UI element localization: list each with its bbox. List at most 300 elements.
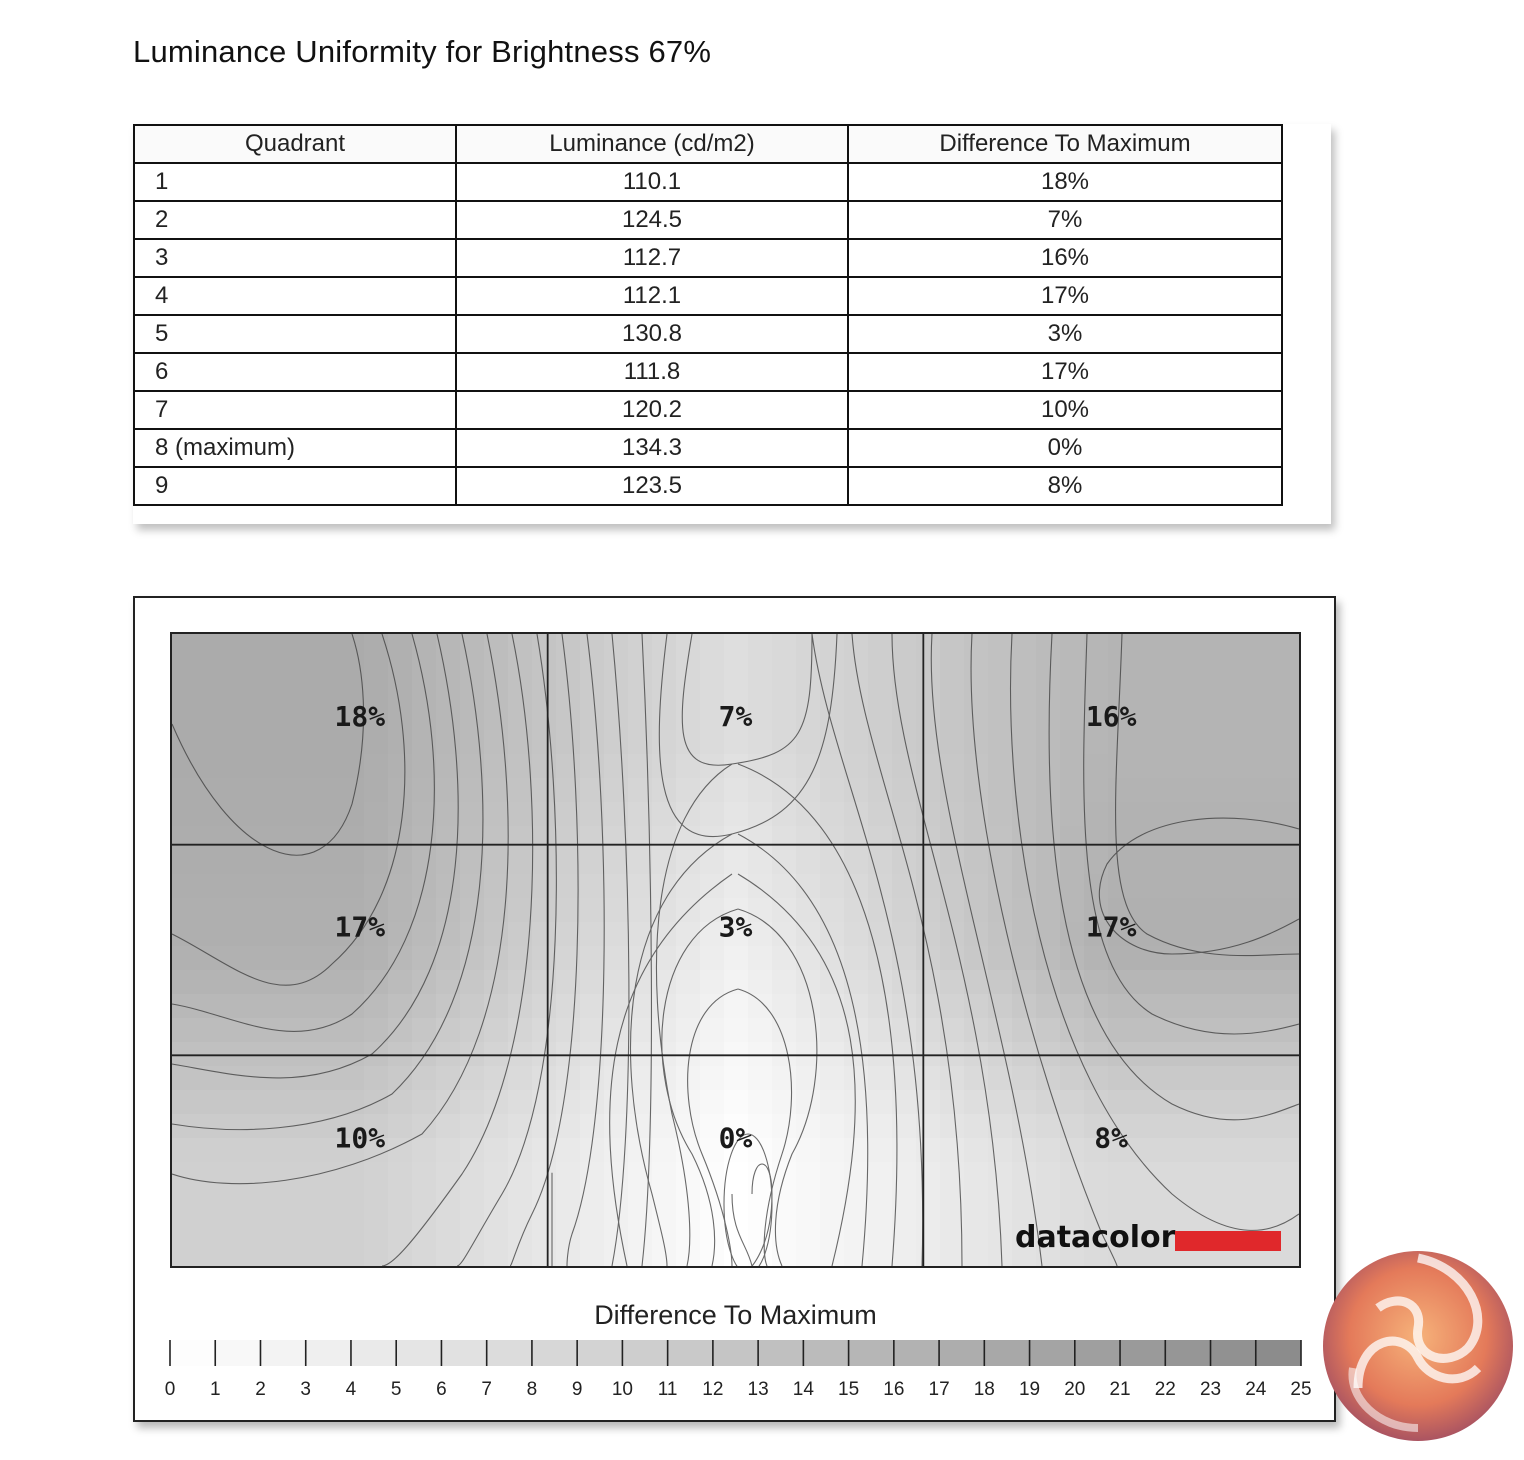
heatmap-pixel bbox=[1204, 658, 1229, 683]
heatmap-pixel bbox=[772, 850, 797, 875]
heatmap-pixel bbox=[220, 778, 245, 803]
heatmap-pixel bbox=[1036, 778, 1061, 803]
heatmap-pixel bbox=[1132, 1138, 1157, 1163]
heatmap-pixel bbox=[1252, 1162, 1277, 1187]
site-logo-icon bbox=[1318, 1238, 1518, 1448]
heatmap-pixel bbox=[820, 850, 845, 875]
heatmap-pixel bbox=[436, 802, 461, 827]
heatmap-pixel bbox=[1276, 970, 1299, 995]
heatmap-pixel bbox=[436, 1138, 461, 1163]
heatmap-pixel bbox=[412, 1090, 437, 1115]
heatmap-pixel bbox=[1180, 634, 1205, 659]
heatmap-pixel bbox=[220, 1186, 245, 1211]
heatmap-pixel bbox=[1012, 754, 1037, 779]
heatmap-pixel bbox=[388, 730, 413, 755]
heatmap-pixel bbox=[628, 1258, 653, 1266]
heatmap-pixel bbox=[916, 658, 941, 683]
heatmap-pixel bbox=[820, 874, 845, 899]
heatmap-pixel bbox=[676, 730, 701, 755]
heatmap-pixel bbox=[940, 754, 965, 779]
heatmap-pixel bbox=[172, 1138, 197, 1163]
heatmap-pixel bbox=[988, 946, 1013, 971]
quadrant-cell: 2 bbox=[134, 201, 456, 239]
heatmap-pixel bbox=[1060, 1138, 1085, 1163]
heatmap-cell-label: 10% bbox=[334, 1121, 386, 1155]
heatmap-pixel bbox=[412, 850, 437, 875]
heatmap-pixel bbox=[892, 730, 917, 755]
heatmap-pixel bbox=[244, 922, 269, 947]
heatmap-pixel bbox=[1276, 1162, 1299, 1187]
heatmap-pixel bbox=[988, 1162, 1013, 1187]
heatmap-pixel bbox=[772, 682, 797, 707]
luminance-table bbox=[133, 124, 1283, 506]
heatmap-pixel bbox=[292, 730, 317, 755]
heatmap-pixel bbox=[1156, 1066, 1181, 1091]
heatmap-pixel bbox=[1060, 1066, 1085, 1091]
heatmap-pixel bbox=[1060, 994, 1085, 1019]
heatmap-pixel bbox=[1036, 634, 1061, 659]
colorbar-tick-label: 6 bbox=[436, 1379, 447, 1400]
heatmap-pixel bbox=[772, 994, 797, 1019]
heatmap-pixel bbox=[220, 946, 245, 971]
heatmap-pixel bbox=[1228, 1186, 1253, 1211]
heatmap-pixel bbox=[820, 898, 845, 923]
heatmap-pixel bbox=[820, 778, 845, 803]
heatmap-pixel bbox=[436, 706, 461, 731]
heatmap-pixel bbox=[676, 754, 701, 779]
heatmap-pixel bbox=[604, 922, 629, 947]
heatmap-pixel bbox=[1252, 1258, 1277, 1266]
heatmap-pixel bbox=[628, 730, 653, 755]
heatmap-pixel bbox=[484, 970, 509, 995]
heatmap-pixel bbox=[628, 970, 653, 995]
heatmap-pixel bbox=[892, 970, 917, 995]
heatmap-pixel bbox=[484, 730, 509, 755]
heatmap-pixel bbox=[604, 946, 629, 971]
heatmap-pixel bbox=[1060, 970, 1085, 995]
heatmap-pixel bbox=[844, 1258, 869, 1266]
heatmap-pixel bbox=[1012, 706, 1037, 731]
heatmap-pixel bbox=[1132, 874, 1157, 899]
heatmap-pixel bbox=[268, 1162, 293, 1187]
heatmap-pixel bbox=[1156, 874, 1181, 899]
heatmap-pixel bbox=[1204, 730, 1229, 755]
heatmap-pixel bbox=[1228, 1090, 1253, 1115]
heatmap-pixel bbox=[196, 1114, 221, 1139]
heatmap-cell-label: 0% bbox=[718, 1121, 753, 1155]
heatmap-pixel bbox=[484, 1210, 509, 1235]
quadrant-cell: 6 bbox=[134, 353, 456, 391]
heatmap-pixel bbox=[1084, 826, 1109, 851]
heatmap-pixel bbox=[892, 1138, 917, 1163]
heatmap-pixel bbox=[196, 1066, 221, 1091]
heatmap-pixel bbox=[508, 1018, 533, 1043]
heatmap-pixel bbox=[1180, 1162, 1205, 1187]
heatmap-pixel bbox=[1228, 682, 1253, 707]
heatmap-pixel bbox=[724, 802, 749, 827]
heatmap-pixel bbox=[460, 1138, 485, 1163]
heatmap-pixel bbox=[412, 1066, 437, 1091]
heatmap-pixel bbox=[556, 1018, 581, 1043]
heatmap-pixel bbox=[196, 826, 221, 851]
table-row bbox=[134, 315, 1282, 353]
heatmap-pixel bbox=[748, 634, 773, 659]
heatmap-pixel bbox=[1204, 1114, 1229, 1139]
heatmap-pixel bbox=[172, 634, 197, 659]
heatmap-pixel bbox=[196, 898, 221, 923]
heatmap-pixel bbox=[172, 1090, 197, 1115]
heatmap-pixel bbox=[748, 946, 773, 971]
heatmap-pixel bbox=[1228, 754, 1253, 779]
heatmap-pixel bbox=[604, 1018, 629, 1043]
quadrant-cell: 8 (maximum) bbox=[134, 429, 456, 467]
heatmap-pixel bbox=[244, 898, 269, 923]
heatmap-pixel bbox=[1204, 706, 1229, 731]
heatmap-pixel bbox=[700, 634, 725, 659]
heatmap-pixel bbox=[1252, 1066, 1277, 1091]
heatmap-pixel bbox=[676, 658, 701, 683]
heatmap-pixel bbox=[988, 778, 1013, 803]
heatmap-pixel bbox=[292, 1138, 317, 1163]
heatmap-pixel bbox=[532, 826, 557, 851]
heatmap-pixel bbox=[796, 1114, 821, 1139]
heatmap-pixel bbox=[844, 1114, 869, 1139]
colorbar-swatch bbox=[577, 1340, 622, 1366]
heatmap-pixel bbox=[388, 850, 413, 875]
heatmap-pixel bbox=[1132, 754, 1157, 779]
heatmap-pixel bbox=[436, 1258, 461, 1266]
heatmap-pixel bbox=[1036, 802, 1061, 827]
heatmap-pixel bbox=[1180, 922, 1205, 947]
heatmap-pixel bbox=[364, 778, 389, 803]
heatmap-pixel bbox=[340, 1066, 365, 1091]
heatmap-pixel bbox=[1180, 754, 1205, 779]
heatmap-pixel bbox=[196, 682, 221, 707]
heatmap-pixel bbox=[484, 1258, 509, 1266]
heatmap-pixel bbox=[1108, 730, 1133, 755]
heatmap-pixel bbox=[460, 1210, 485, 1235]
heatmap-pixel bbox=[868, 1186, 893, 1211]
heatmap-pixel bbox=[340, 1234, 365, 1259]
heatmap-pixel bbox=[220, 730, 245, 755]
heatmap-pixel bbox=[748, 994, 773, 1019]
heatmap-pixel bbox=[292, 634, 317, 659]
heatmap-pixel bbox=[1132, 994, 1157, 1019]
heatmap-pixel bbox=[316, 1210, 341, 1235]
heatmap-pixel bbox=[604, 778, 629, 803]
heatmap-pixel bbox=[604, 1210, 629, 1235]
heatmap-pixel bbox=[772, 1138, 797, 1163]
heatmap-pixel bbox=[364, 946, 389, 971]
heatmap-pixel bbox=[700, 802, 725, 827]
heatmap-pixel bbox=[844, 826, 869, 851]
heatmap-pixel bbox=[844, 994, 869, 1019]
heatmap-pixel bbox=[268, 898, 293, 923]
heatmap-pixel bbox=[604, 634, 629, 659]
heatmap-pixel bbox=[868, 898, 893, 923]
heatmap-pixel bbox=[196, 1090, 221, 1115]
heatmap-pixel bbox=[220, 1210, 245, 1235]
heatmap-pixel bbox=[1108, 1066, 1133, 1091]
colorbar-swatch bbox=[984, 1340, 1029, 1366]
heatmap-pixel bbox=[460, 778, 485, 803]
heatmap-pixel bbox=[364, 634, 389, 659]
colorbar-swatch bbox=[532, 1340, 577, 1366]
heatmap-pixel bbox=[436, 1210, 461, 1235]
heatmap-pixel bbox=[1012, 1018, 1037, 1043]
heatmap-pixel bbox=[1012, 1090, 1037, 1115]
heatmap-pixel bbox=[1060, 754, 1085, 779]
colorbar-tick-label: 0 bbox=[164, 1379, 176, 1400]
heatmap-pixel bbox=[964, 946, 989, 971]
heatmap-pixel bbox=[796, 1066, 821, 1091]
heatmap-pixel bbox=[844, 682, 869, 707]
heatmap-pixel bbox=[964, 1162, 989, 1187]
heatmap-pixel bbox=[220, 850, 245, 875]
heatmap-pixel bbox=[724, 778, 749, 803]
heatmap-pixel bbox=[916, 1234, 941, 1259]
heatmap-pixel bbox=[1132, 778, 1157, 803]
heatmap-pixel bbox=[916, 1210, 941, 1235]
heatmap-pixel bbox=[1180, 1114, 1205, 1139]
heatmap-pixel bbox=[556, 706, 581, 731]
heatmap-pixel bbox=[244, 706, 269, 731]
heatmap-pixel bbox=[1084, 778, 1109, 803]
heatmap-pixel bbox=[964, 1090, 989, 1115]
heatmap-pixel bbox=[964, 1114, 989, 1139]
heatmap-pixel bbox=[628, 658, 653, 683]
heatmap-pixel bbox=[868, 1210, 893, 1235]
colorbar-tick-label: 20 bbox=[1064, 1379, 1086, 1400]
heatmap-pixel bbox=[1252, 850, 1277, 875]
heatmap-pixel bbox=[340, 850, 365, 875]
heatmap-pixel bbox=[964, 1186, 989, 1211]
heatmap-pixel bbox=[1132, 1186, 1157, 1211]
heatmap-pixel bbox=[388, 1138, 413, 1163]
heatmap-pixel bbox=[268, 1066, 293, 1091]
heatmap-pixel bbox=[1156, 802, 1181, 827]
heatmap-pixel bbox=[1012, 682, 1037, 707]
heatmap-pixel bbox=[604, 706, 629, 731]
colorbar-swatch bbox=[441, 1340, 486, 1366]
luminance-cell: 130.8 bbox=[456, 315, 848, 353]
heatmap-pixel bbox=[868, 1090, 893, 1115]
colorbar-tick-label: 23 bbox=[1199, 1379, 1222, 1400]
heatmap-pixel bbox=[988, 1090, 1013, 1115]
heatmap-pixel bbox=[364, 1234, 389, 1259]
heatmap-pixel bbox=[1012, 874, 1037, 899]
heatmap-pixel bbox=[580, 850, 605, 875]
heatmap-pixel bbox=[1204, 1018, 1229, 1043]
heatmap-pixel bbox=[652, 922, 677, 947]
heatmap-pixel bbox=[292, 1234, 317, 1259]
heatmap-pixel bbox=[796, 658, 821, 683]
heatmap-pixel bbox=[844, 730, 869, 755]
table-row bbox=[134, 391, 1282, 429]
heatmap-pixel bbox=[436, 658, 461, 683]
heatmap-pixel bbox=[1036, 1138, 1061, 1163]
heatmap-pixel bbox=[172, 1210, 197, 1235]
heatmap-pixel bbox=[820, 1186, 845, 1211]
heatmap-pixel bbox=[628, 706, 653, 731]
heatmap-pixel bbox=[460, 658, 485, 683]
heatmap-pixel bbox=[868, 874, 893, 899]
heatmap-pixel bbox=[388, 1162, 413, 1187]
heatmap-pixel bbox=[652, 682, 677, 707]
heatmap-pixel bbox=[916, 706, 941, 731]
heatmap-pixel bbox=[1012, 1162, 1037, 1187]
heatmap-pixel bbox=[1252, 826, 1277, 851]
heatmap-pixel bbox=[988, 706, 1013, 731]
heatmap-pixel bbox=[172, 778, 197, 803]
heatmap-pixel bbox=[772, 730, 797, 755]
heatmap-pixel bbox=[748, 1162, 773, 1187]
heatmap-pixel bbox=[940, 898, 965, 923]
heatmap-pixel bbox=[748, 1090, 773, 1115]
colorbar-tick-label: 24 bbox=[1245, 1379, 1267, 1400]
table-row bbox=[134, 467, 1282, 505]
heatmap-pixel bbox=[676, 778, 701, 803]
colorbar-tick-label: 13 bbox=[747, 1379, 769, 1400]
heatmap-pixel bbox=[1012, 826, 1037, 851]
heatmap-pixel bbox=[340, 874, 365, 899]
heatmap-pixel bbox=[892, 826, 917, 851]
heatmap-pixel bbox=[700, 970, 725, 995]
heatmap-pixel bbox=[532, 1258, 557, 1266]
heatmap-pixel bbox=[1084, 634, 1109, 659]
heatmap-pixel bbox=[964, 730, 989, 755]
heatmap-pixel bbox=[1060, 1186, 1085, 1211]
heatmap-pixel bbox=[796, 1186, 821, 1211]
heatmap-pixel bbox=[532, 898, 557, 923]
heatmap-pixel bbox=[292, 1162, 317, 1187]
heatmap-pixel bbox=[412, 922, 437, 947]
heatmap-pixel bbox=[1084, 1018, 1109, 1043]
heatmap-pixel bbox=[1204, 1090, 1229, 1115]
heatmap-pixel bbox=[580, 754, 605, 779]
heatmap-pixel bbox=[1132, 970, 1157, 995]
heatmap-pixel bbox=[844, 634, 869, 659]
heatmap-pixel bbox=[844, 1162, 869, 1187]
heatmap-pixel bbox=[508, 1210, 533, 1235]
heatmap-pixel bbox=[388, 658, 413, 683]
heatmap-pixel bbox=[1180, 1066, 1205, 1091]
heatmap-pixel bbox=[172, 658, 197, 683]
heatmap-pixel bbox=[316, 826, 341, 851]
heatmap-pixel bbox=[268, 778, 293, 803]
heatmap-pixel bbox=[508, 1138, 533, 1163]
heatmap-pixel bbox=[1180, 874, 1205, 899]
heatmap-pixel bbox=[172, 922, 197, 947]
heatmap-pixel bbox=[388, 634, 413, 659]
heatmap-pixel bbox=[1228, 1114, 1253, 1139]
heatmap-pixel bbox=[1036, 1258, 1061, 1266]
heatmap-cell-label: 7% bbox=[718, 700, 753, 733]
quadrant-cell: 9 bbox=[134, 467, 456, 505]
heatmap-pixel bbox=[292, 658, 317, 683]
heatmap-pixel bbox=[316, 1234, 341, 1259]
heatmap-pixel bbox=[172, 706, 197, 731]
heatmap-pixel bbox=[868, 946, 893, 971]
heatmap-pixel bbox=[556, 970, 581, 995]
heatmap-pixel bbox=[724, 994, 749, 1019]
heatmap-pixel bbox=[292, 706, 317, 731]
heatmap-pixel bbox=[268, 850, 293, 875]
heatmap-pixel bbox=[604, 754, 629, 779]
heatmap-pixel bbox=[1060, 658, 1085, 683]
heatmap-pixel bbox=[868, 1114, 893, 1139]
heatmap-pixel bbox=[508, 970, 533, 995]
heatmap-pixel bbox=[724, 634, 749, 659]
colorbar-tick-label: 21 bbox=[1109, 1379, 1131, 1400]
heatmap-pixel bbox=[1276, 874, 1299, 899]
heatmap-pixel bbox=[796, 1018, 821, 1043]
heatmap-pixel bbox=[988, 1186, 1013, 1211]
heatmap-pixel bbox=[964, 634, 989, 659]
heatmap-pixel bbox=[580, 922, 605, 947]
heatmap-pixel bbox=[1180, 658, 1205, 683]
heatmap-pixel bbox=[892, 922, 917, 947]
heatmap-pixel bbox=[796, 850, 821, 875]
heatmap-pixel bbox=[844, 898, 869, 923]
heatmap-pixel bbox=[604, 1114, 629, 1139]
colorbar-swatch bbox=[1256, 1340, 1301, 1366]
heatmap-pixel bbox=[1276, 802, 1299, 827]
heatmap-pixel bbox=[1156, 1162, 1181, 1187]
heatmap-pixel bbox=[724, 946, 749, 971]
heatmap-pixel bbox=[244, 1210, 269, 1235]
heatmap-pixel bbox=[364, 1210, 389, 1235]
heatmap-pixel bbox=[460, 874, 485, 899]
heatmap-pixel bbox=[580, 1234, 605, 1259]
heatmap-pixel bbox=[268, 874, 293, 899]
heatmap-pixel bbox=[244, 1186, 269, 1211]
heatmap-pixel bbox=[388, 1186, 413, 1211]
heatmap-pixel bbox=[412, 898, 437, 923]
heatmap-pixel bbox=[364, 730, 389, 755]
heatmap-pixel bbox=[412, 706, 437, 731]
heatmap-pixel bbox=[436, 1114, 461, 1139]
heatmap-pixel bbox=[460, 802, 485, 827]
heatmap-pixel bbox=[1132, 1114, 1157, 1139]
heatmap-pixel bbox=[1228, 970, 1253, 995]
heatmap-pixel bbox=[196, 1210, 221, 1235]
heatmap-pixel bbox=[316, 850, 341, 875]
heatmap-pixel bbox=[1156, 778, 1181, 803]
luminance-cell: 120.2 bbox=[456, 391, 848, 429]
heatmap-pixel bbox=[1276, 1186, 1299, 1211]
heatmap-pixel bbox=[628, 898, 653, 923]
heatmap-pixel bbox=[940, 1066, 965, 1091]
heatmap-pixel bbox=[556, 1090, 581, 1115]
heatmap-pixel bbox=[796, 1234, 821, 1259]
heatmap-pixel bbox=[868, 730, 893, 755]
heatmap-pixel bbox=[1276, 658, 1299, 683]
heatmap-pixel bbox=[244, 826, 269, 851]
heatmap-pixel bbox=[244, 946, 269, 971]
luminance-cell: 123.5 bbox=[456, 467, 848, 505]
heatmap-pixel bbox=[484, 874, 509, 899]
heatmap-pixel bbox=[652, 658, 677, 683]
colorbar-swatch bbox=[849, 1340, 894, 1366]
heatmap-pixel bbox=[748, 970, 773, 995]
heatmap-pixel bbox=[604, 874, 629, 899]
heatmap-pixel bbox=[628, 634, 653, 659]
heatmap-pixel bbox=[820, 1114, 845, 1139]
heatmap-pixel bbox=[340, 778, 365, 803]
heatmap-pixel bbox=[244, 802, 269, 827]
heatmap-pixel bbox=[700, 730, 725, 755]
